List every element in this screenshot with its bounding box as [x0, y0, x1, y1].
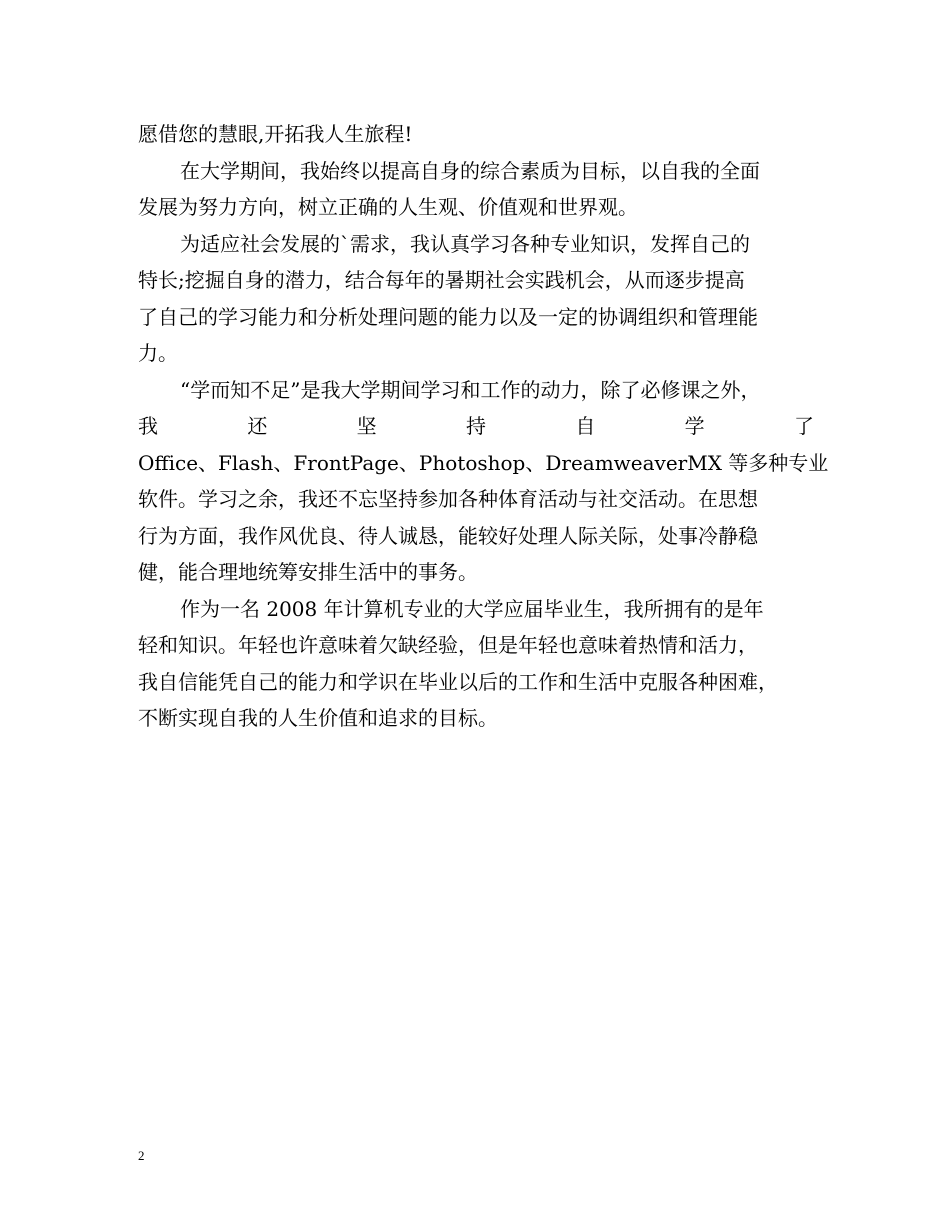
text-line: 为适应社会发展的`需求，我认真学习各种专业知识，发挥自己的: [180, 231, 750, 256]
text-line: 力。: [138, 341, 178, 365]
spread-char: 我: [138, 414, 158, 438]
text-line: 行为方面，我作风优良、待人诚恳，能较好处理人际关际，处事冷静稳: [138, 523, 758, 548]
spread-char: 学: [684, 414, 705, 438]
page-number: 2: [138, 1148, 145, 1163]
text-line: 特长;挖掘自身的潜力，结合每年的暑期社会实践机会，从而逐步提高: [138, 268, 745, 292]
document-body: [138, 116, 829, 737]
spread-char: 持: [465, 414, 486, 438]
text-line: 发展为努力方向，树立正确的人生观、价值观和世界观。: [138, 195, 638, 219]
text-line: 作为一名 2008 年计算机专业的大学应届毕业生，我所拥有的是年: [180, 596, 764, 621]
spread-char: 自: [575, 414, 596, 438]
text-line: 轻和知识。年轻也许意味着欠缺经验，但是年轻也意味着热情和活力，: [138, 633, 758, 657]
text-line: 软件。学习之余，我还不忘坚持参加各种体育活动与社交活动。在思想: [138, 487, 758, 511]
spread-char: 还: [247, 414, 268, 438]
text-line: 健，能合理地统筹安排生活中的事务。: [138, 560, 478, 584]
text-line: 愿借您的慧眼,开拓我人生旅程!: [138, 122, 413, 146]
spread-char: 了: [793, 414, 814, 438]
text-line: 不断实现自我的人生价值和追求的目标。: [138, 706, 498, 730]
spread-text-line: [138, 408, 814, 445]
text-line: 了自己的学习能力和分析处理问题的能力以及一定的协调组织和管理能: [138, 304, 758, 329]
text-line: 我自信能凭自己的能力和学识在毕业以后的工作和生活中克服各种困难，: [138, 669, 778, 694]
text-line: Office、Flash、FrontPage、Photoshop、DreamweaverMX 等多种专业: [138, 450, 829, 475]
spread-char: 坚: [356, 414, 377, 438]
text-line: “学而知不足”是我大学期间学习和工作的动力，除了必修课之外，: [180, 377, 761, 402]
text-line: 在大学期间，我始终以提高自身的综合素质为目标，以自我的全面: [180, 158, 760, 183]
